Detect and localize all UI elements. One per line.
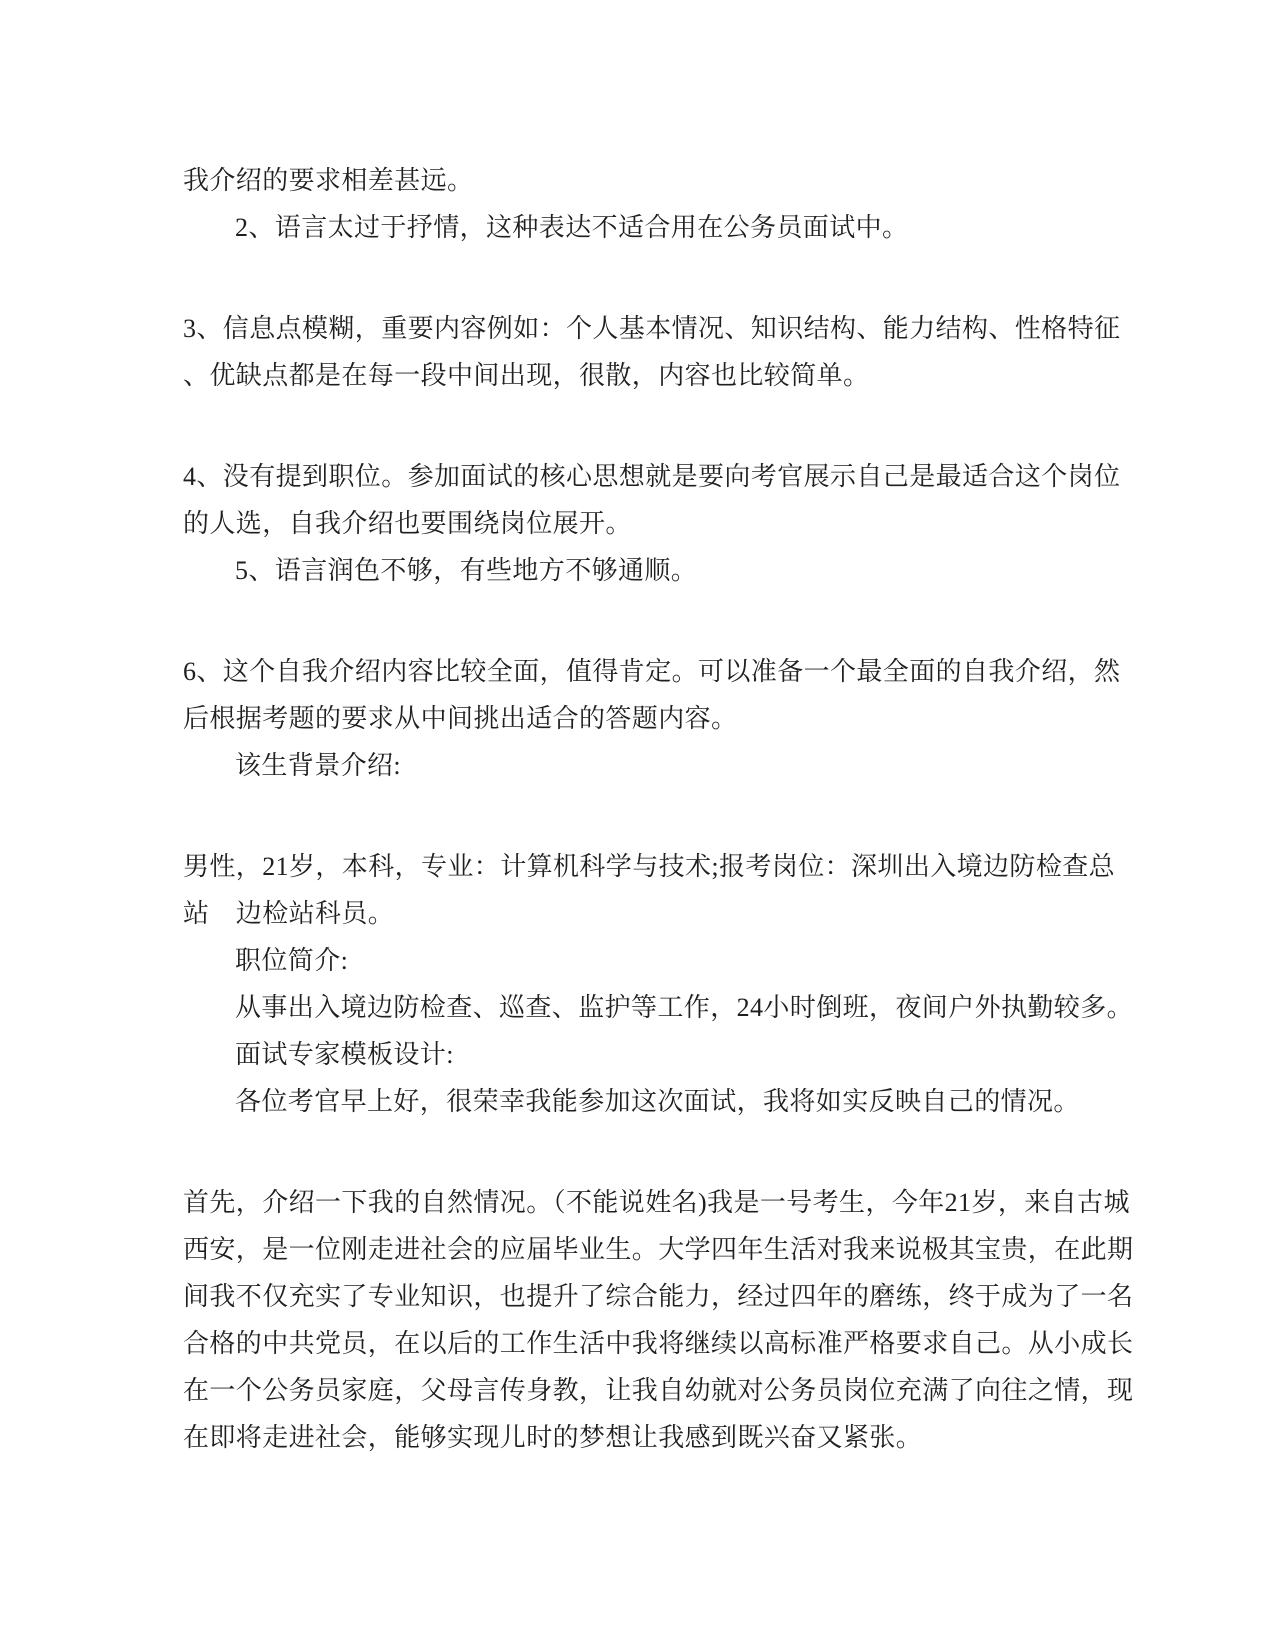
text-line: 的人选，自我介绍也要围绕岗位展开。 <box>183 509 632 538</box>
paragraph <box>183 157 1133 204</box>
blank-line <box>183 251 1133 305</box>
paragraph <box>183 984 1133 1031</box>
text-line: 4、没有提到职位。参加面试的核心思想就是要向考官展示自己是最适合这个岗位 <box>183 462 1121 491</box>
text-line: 在一个公务员家庭，父母言传身教，让我自幼就对公务员岗位充满了向往之情，现 <box>183 1376 1134 1405</box>
blank-line <box>183 789 1133 843</box>
text-line: 2、语言太过于抒情，这种表达不适合用在公务员面试中。 <box>235 213 909 242</box>
paragraph <box>183 937 1133 984</box>
text-line: 站 边检站科员。 <box>183 899 395 928</box>
text-line: 西安，是一位刚走进社会的应届毕业生。大学四年生活对我来说极其宝贵，在此期 <box>183 1235 1134 1264</box>
text-line: 各位考官早上好，很荣幸我能参加这次面试，我将如实反映自己的情况。 <box>235 1087 1080 1116</box>
text-line: 合格的中共党员，在以后的工作生活中我将继续以高标准严格要求自己。从小成长 <box>183 1329 1134 1358</box>
blank-line <box>183 399 1133 453</box>
blank-line <box>183 1125 1133 1179</box>
text-line: 3、信息点模糊，重要内容例如：个人基本情况、知识结构、能力结构、性格特征 <box>183 314 1121 343</box>
paragraph <box>183 547 1133 594</box>
text-line: 我介绍的要求相差甚远。 <box>183 166 474 195</box>
paragraph <box>183 1078 1133 1125</box>
text-line: 间我不仅充实了专业知识，也提升了综合能力，经过四年的磨练，终于成为了一名 <box>183 1282 1134 1311</box>
paragraph <box>183 1031 1133 1078</box>
paragraph <box>183 204 1133 251</box>
text-line: 后根据考题的要求从中间挑出适合的答题内容。 <box>183 704 738 733</box>
paragraph <box>183 1179 1133 1461</box>
text-line: 该生背景介绍: <box>235 751 402 780</box>
text-line: 面试专家模板设计: <box>235 1040 454 1069</box>
text-line: 5、语言润色不够，有些地方不够通顺。 <box>235 556 698 585</box>
text-line: 男性，21岁，本科，专业：计算机科学与技术;报考岗位：深圳出入境边防检查总 <box>183 852 1116 881</box>
paragraph <box>183 648 1133 742</box>
text-line: 6、这个自我介绍内容比较全面，值得肯定。可以准备一个最全面的自我介绍，然 <box>183 657 1121 686</box>
paragraph <box>183 453 1133 547</box>
paragraph <box>183 305 1133 399</box>
paragraph <box>183 843 1133 937</box>
blank-line <box>183 594 1133 648</box>
text-line: 在即将走进社会，能够实现儿时的梦想让我感到既兴奋又紧张。 <box>183 1423 923 1452</box>
document-body <box>183 157 1133 1461</box>
text-line: 首先，介绍一下我的自然情况。（不能说姓名)我是一号考生，今年21岁，来自古城 <box>183 1188 1130 1217</box>
text-line: 、优缺点都是在每一段中间出现，很散，内容也比较简单。 <box>183 361 870 390</box>
text-line: 从事出入境边防检查、巡查、监护等工作，24小时倒班，夜间户外执勤较多。 <box>235 993 1134 1022</box>
paragraph <box>183 742 1133 789</box>
text-line: 职位简介: <box>235 946 349 975</box>
